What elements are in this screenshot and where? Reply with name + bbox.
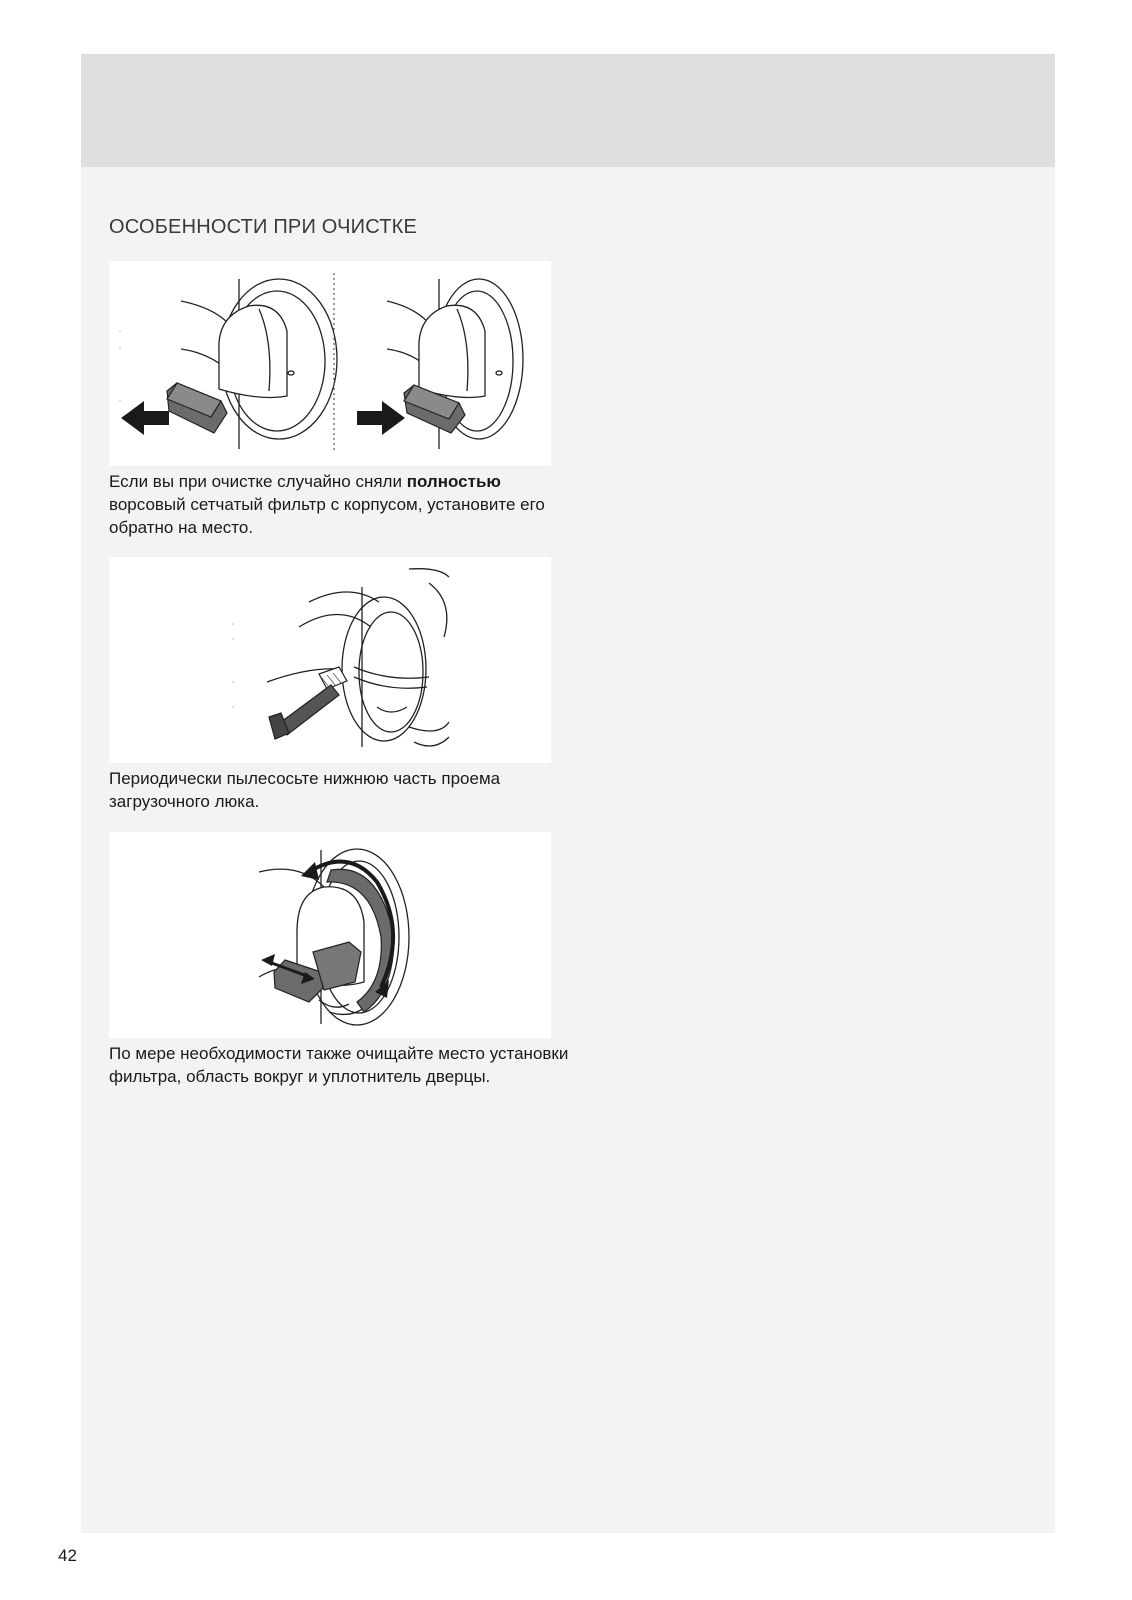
content-panel <box>81 54 1055 1533</box>
header-band <box>81 54 1055 167</box>
instruction-1-text-after: ворсовый сетчатый фильтр с корпусом, установите его обратно на место. <box>109 495 545 537</box>
instruction-2-caption: Периодически пылесосьте нижнюю часть проема загрузочного люка. <box>109 769 501 811</box>
figure-vacuum-opening <box>109 557 551 763</box>
figure-filter-remove-insert <box>109 261 551 466</box>
instruction-1-text-before: Если вы при очистке случайно сняли <box>109 472 407 491</box>
arrow-right-icon <box>357 401 405 435</box>
vacuum-nozzle <box>267 667 347 739</box>
figure-clean-seal <box>109 832 551 1038</box>
door-opening-illustration <box>299 569 449 747</box>
filter-handle-left <box>167 383 227 433</box>
instruction-3-caption: По мере необходимости также очищайте место установки фильтра, область вокруг и уплотнитель дверцы. <box>109 1044 569 1086</box>
arrow-left-icon <box>121 401 169 435</box>
section-title: ОСОБЕННОСТИ ПРИ ОЧИСТКЕ <box>109 216 418 238</box>
filter-housing <box>274 942 361 1002</box>
instruction-1-caption <box>109 470 569 539</box>
page-number: 42 <box>58 1546 77 1565</box>
instruction-1-bold-text: полностью <box>406 472 501 491</box>
